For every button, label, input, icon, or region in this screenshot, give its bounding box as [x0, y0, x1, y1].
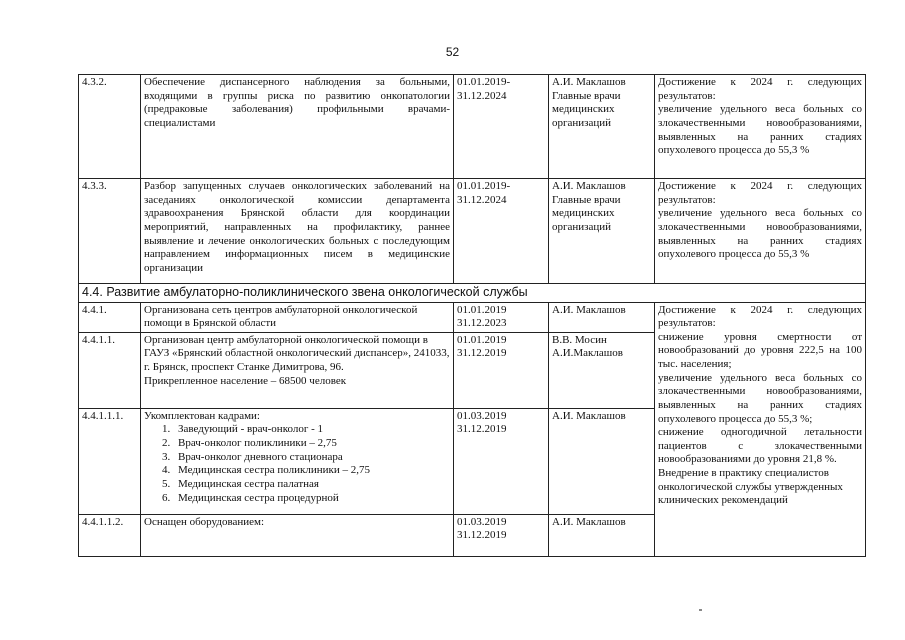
list-item: Медицинская сестра процедурной — [178, 491, 339, 504]
staffing-heading: Укомплектован кадрами: — [144, 409, 260, 422]
item-number: 4.4.1.1. — [79, 332, 141, 408]
activity-description: Разбор запущенных случаев онкологических заболеваний на заседаниях онкологической комиссии департамента здравоохранения Брянской области для координации мероприятий, направленных на профилактику, раннее выявление и лечение онкологических больных с последующим направлением информационных писем в медицинские организации — [141, 179, 454, 284]
term-cell — [454, 302, 549, 332]
table-row — [79, 75, 866, 179]
section-result-cell — [655, 302, 866, 556]
list-item: Врач-онколог дневного стационара — [178, 450, 343, 463]
responsible-cell — [549, 75, 655, 179]
result-text: увеличение удельного веса больных со злокачественными новообразованиями, выявленных на ранних стадиях опухолевого процесса до 55,3 % — [658, 103, 862, 157]
term-end: 31.12.2019 — [457, 423, 507, 436]
section-header-row — [79, 284, 866, 303]
item-number: 4.4.1.1.1. — [79, 408, 141, 514]
table-row — [79, 302, 866, 332]
result-item: Внедрение в практику специалистов онкологической службы утвержденных клинических рекомендаций — [658, 467, 843, 507]
term-end: 31.12.2023 — [457, 317, 507, 330]
activity-description: Обеспечение диспансерного наблюдения за больными, входящими в группы риска по развитию онкопатологии (предраковые заболевания) профильными врачами-специалистами — [141, 75, 454, 179]
term-end: 31.12.2024 — [457, 193, 507, 206]
activity-plan-table — [78, 74, 866, 557]
term-start: 01.03.2019 — [457, 409, 507, 422]
result-item: увеличение удельного веса больных со злокачественными новообразованиями, выявленных на ранних стадиях опухолевого процесса до 55,3 %; — [658, 371, 862, 425]
activity-description — [141, 332, 454, 408]
activity-description: Организована сеть центров амбулаторной онкологической помощи в Брянской области — [141, 302, 454, 332]
responsible-cell — [549, 179, 655, 284]
activity-description: Оснащен оборудованием: — [141, 514, 454, 556]
result-cell — [655, 179, 866, 284]
responsible-cell: В.В. Мосин А.И.Маклашов — [549, 332, 655, 408]
item-number: 4.3.2. — [79, 75, 141, 179]
term-start: 01.01.2019- — [457, 180, 511, 192]
attached-population: Прикрепленное население – 68500 человек — [144, 374, 347, 387]
term-start: 01.01.2019 — [457, 333, 507, 346]
item-number: 4.3.3. — [79, 179, 141, 284]
item-number: 4.4.1.1.2. — [79, 514, 141, 556]
section-title: 4.4. Развитие амбулаторно-поликлинического звена онкологической службы — [79, 284, 866, 303]
responsible-cell: А.И. Маклашов — [549, 302, 655, 332]
page-number: 52 — [445, 45, 460, 59]
term-cell — [454, 408, 549, 514]
term-start: 01.03.2019 — [457, 515, 507, 528]
activity-description — [141, 408, 454, 514]
term-cell — [454, 179, 549, 284]
responsible-org: Главные врачи медицинских организаций — [552, 89, 621, 129]
term-end: 31.12.2019 — [457, 529, 507, 542]
responsible-org: Главные врачи медицинских организаций — [552, 193, 621, 233]
responsible-cell: А.И. Маклашов — [549, 408, 655, 514]
result-intro: Достижение к 2024 г. следующих результатов: — [658, 303, 862, 330]
term-start: 01.01.2019 — [457, 303, 507, 316]
list-item: Заведующий - врач-онколог - 1 — [178, 423, 324, 436]
result-cell — [655, 75, 866, 179]
term-cell — [454, 514, 549, 556]
table-row — [79, 179, 866, 284]
result-text: увеличение удельного веса больных со злокачественными новообразованиями, выявленных на ранних стадиях опухолевого процесса до 55,3 % — [658, 207, 862, 261]
result-intro: Достижение к 2024 г. следующих результатов: — [658, 180, 862, 206]
list-item: Врач-онколог поликлиники – 2,75 — [178, 437, 337, 449]
responsible-person: А.И. Маклашов — [552, 180, 626, 192]
result-item: снижение уровня смертности от новообразований до уровня 222,5 на 100 тыс. населения; — [658, 330, 862, 370]
item-number: 4.4.1. — [79, 302, 141, 332]
scan-artifact — [699, 609, 702, 611]
list-item: Медицинская сестра поликлиники – 2,75 — [178, 464, 370, 477]
term-end: 31.12.2024 — [457, 89, 507, 102]
responsible-person: А.И. Маклашов — [552, 76, 626, 88]
responsible-cell: А.И. Маклашов — [549, 514, 655, 556]
term-end: 31.12.2019 — [457, 347, 507, 360]
center-description: Организован центр амбулаторной онкологической помощи в ГАУЗ «Брянский областной онкологический диспансер», 241033, г. Брянск, проспект Станке Димитрова, 96. — [144, 333, 450, 373]
staff-list — [144, 423, 450, 505]
term-cell — [454, 332, 549, 408]
result-intro: Достижение к 2024 г. следующих результатов: — [658, 76, 862, 102]
term-cell — [454, 75, 549, 179]
term-start: 01.01.2019- — [457, 76, 511, 88]
result-item: снижение одногодичной летальности пациентов с злокачественными новообразованиями до уровня 21,8 %. — [658, 426, 862, 466]
list-item: Медицинская сестра палатная — [178, 477, 319, 490]
